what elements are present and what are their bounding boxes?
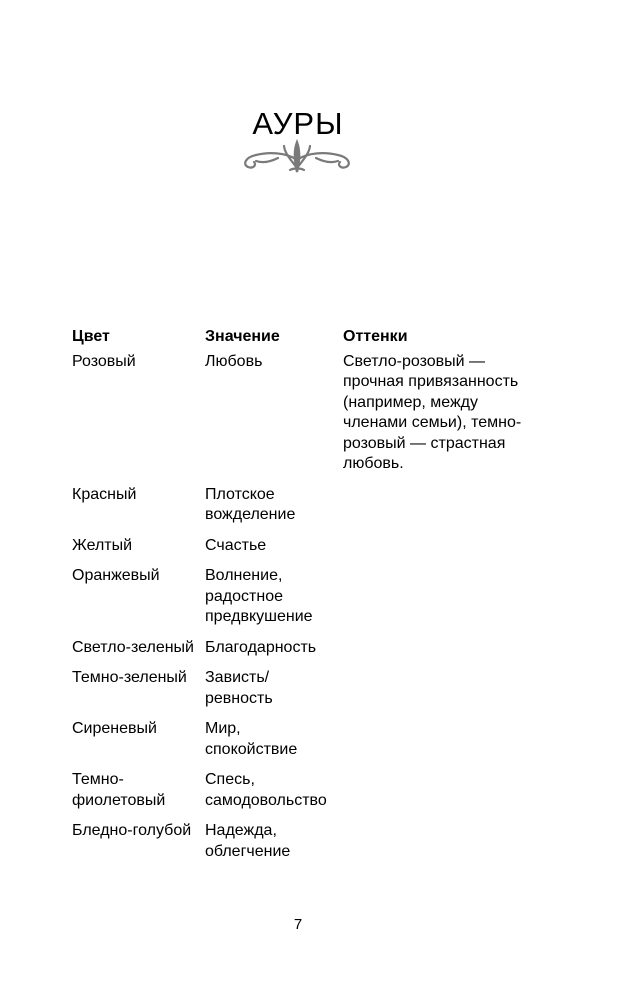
shades-line: Светло-розовый — [343, 352, 486, 370]
cell-shades [343, 566, 533, 628]
table-row [72, 352, 542, 475]
shades-line: прочная привязанность [343, 373, 519, 390]
shades-line: (например, между [343, 393, 479, 411]
color-line: Светло-зеленый [72, 638, 194, 656]
meaning-line: Надежда, [205, 822, 277, 839]
cell-color [72, 485, 205, 526]
meaning-line: вожделение [205, 506, 296, 523]
cell-meaning [205, 566, 343, 628]
chapter-title: АУРЫ [252, 106, 344, 141]
table-row [72, 485, 542, 526]
cell-meaning: Любовь [205, 352, 263, 370]
meaning-line: Плотское [205, 485, 275, 503]
cell-meaning [205, 668, 343, 709]
cell-shades [343, 821, 533, 862]
table-row [72, 821, 542, 862]
table-row [72, 770, 542, 811]
cell-shades [343, 719, 533, 760]
table-row [72, 536, 542, 557]
meaning-line: ревность [205, 689, 273, 707]
table-row [72, 668, 542, 709]
cell-color [72, 536, 205, 557]
cell-color: Розовый [72, 352, 136, 370]
table-row [72, 566, 542, 628]
meaning-line: Мир, [205, 720, 241, 737]
shades-line: членами семьи), темно- [343, 414, 522, 431]
cell-meaning [205, 719, 343, 760]
color-line: Темно-зеленый [72, 669, 187, 686]
cell-color [72, 566, 205, 628]
cell-meaning [205, 638, 343, 659]
cell-color [72, 719, 205, 760]
cell-color [72, 770, 205, 811]
meaning-line: Зависть/ [205, 669, 270, 686]
header-shades: Оттенки [343, 328, 408, 345]
color-line: Темно- [72, 771, 124, 788]
meaning-line: самодовольство [205, 791, 327, 809]
cell-shades [343, 638, 533, 659]
table-row [72, 638, 542, 659]
meaning-line: Волнение, [205, 567, 283, 584]
cell-shades [343, 770, 533, 811]
table-header [72, 327, 542, 348]
meaning-line: Счастье [205, 536, 267, 554]
cell-meaning [205, 536, 343, 557]
cell-shades [343, 485, 533, 526]
cell-color [72, 668, 205, 709]
meaning-line: радостное [205, 587, 283, 605]
meaning-line: облегчение [205, 842, 291, 860]
meaning-line: Спесь, [205, 771, 255, 788]
shades-line: любовь. [343, 455, 404, 472]
cell-shades [343, 352, 533, 475]
cell-color [72, 821, 205, 862]
cell-color [72, 638, 205, 659]
cell-meaning [205, 485, 343, 526]
meaning-line: предвкушение [205, 608, 313, 625]
color-line: фиолетовый [72, 791, 166, 809]
color-line: Красный [72, 485, 137, 503]
color-line: Желтый [72, 536, 133, 554]
header-meaning: Значение [205, 328, 280, 345]
color-line: Оранжевый [72, 567, 160, 584]
header-color: Цвет [72, 328, 110, 345]
meaning-line: Благодарность [205, 638, 317, 656]
meaning-line: спокойствие [205, 740, 298, 758]
table-row [72, 719, 542, 760]
cell-meaning [205, 770, 343, 811]
aura-table [72, 327, 542, 872]
cell-meaning [205, 821, 343, 862]
shades-line: розовый — страстная [343, 434, 506, 452]
color-line: Сиреневый [72, 720, 157, 737]
cell-shades [343, 536, 533, 557]
scroll-ornament-icon [238, 138, 356, 178]
page-number: 7 [293, 916, 303, 933]
cell-shades [343, 668, 533, 709]
color-line: Бледно-голубой [72, 822, 192, 839]
